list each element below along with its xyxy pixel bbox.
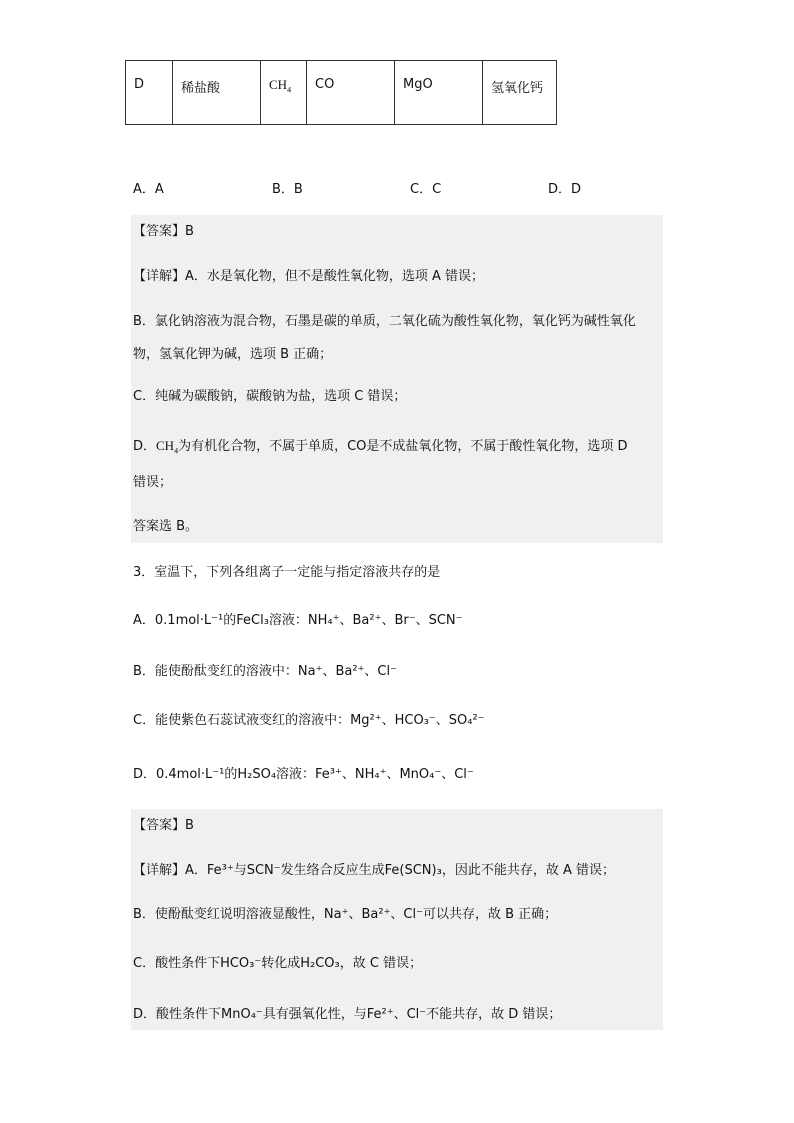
q3-option-a: A．0.1mol·L⁻¹的FeCl₃溶液：NH₄⁺、Ba²⁺、Br⁻、SCN⁻ (133, 613, 463, 628)
q2-answer: 【答案】B (133, 224, 194, 239)
q3-option-b: B．能使酚酞变红的溶液中：Na⁺、Ba²⁺、Cl⁻ (133, 664, 397, 679)
q2-detail-d-end: 错误； (133, 475, 173, 490)
options-table (125, 60, 557, 125)
q2-detail-a: 【详解】A．水是氧化物，但不是酸性氧化物，选项 A 错误； (133, 269, 485, 284)
q2-detail-c: C．纯碱为碳酸钠，碳酸钠为盐，选项 C 错误； (133, 389, 407, 404)
q3-option-d: D．0.4mol·L⁻¹的H₂SO₄溶液：Fe³⁺、NH₄⁺、MnO₄⁻、Cl⁻ (133, 767, 474, 782)
q2-detail-d-formula: CH (156, 438, 175, 453)
table-cell-subscript: 4 (287, 85, 292, 95)
choice-d: D．D (548, 182, 582, 197)
table-cell: CO (307, 61, 395, 125)
table-cell: 稀盐酸 (173, 61, 261, 125)
q2-conclusion: 答案选 B。 (133, 519, 199, 534)
table-cell-formula: CH (269, 77, 288, 92)
q2-detail-d-text: 为有机化合物，不属于单质，CO是不成盐氧化物，不属于酸性氧化物，选项 D (178, 439, 628, 454)
q2-answer-block (131, 215, 663, 543)
q2-detail-b: B．氯化钠溶液为混合物，石墨是碳的单质，二氧化硫为酸性氧化物，氧化钙为碱性氧化物，氢氧化钾为碱，选项 B 正确； (133, 314, 636, 362)
choice-b: B．B (272, 182, 303, 197)
q3-answer: 【答案】B (133, 818, 194, 833)
q2-detail-d-subscript: 4 (174, 446, 179, 456)
choice-a: A．A (133, 182, 164, 197)
table-cell: D (126, 61, 173, 125)
table-cell (261, 61, 307, 125)
q3-stem: 3．室温下，下列各组离子一定能与指定溶液共存的是 (133, 565, 441, 580)
table-cell: MgO (395, 61, 483, 125)
table-cell: 氢氧化钙 (483, 61, 557, 125)
q2-detail-d (133, 437, 628, 456)
q3-option-c: C．能使紫色石蕊试液变红的溶液中：Mg²⁺、HCO₃⁻、SO₄²⁻ (133, 713, 485, 728)
q3-detail-c: C．酸性条件下HCO₃⁻转化成H₂CO₃，故 C 错误； (133, 956, 423, 971)
q3-detail-d: D．酸性条件下MnO₄⁻具有强氧化性，与Fe²⁺、Cl⁻不能共存，故 D 错误； (133, 1007, 562, 1022)
q3-detail-a: 【详解】A．Fe³⁺与SCN⁻发生络合反应生成Fe(SCN)₃，因此不能共存，故 A 错误； (133, 863, 615, 878)
q3-detail-b: B．使酚酞变红说明溶液显酸性，Na⁺、Ba²⁺、Cl⁻可以共存，故 B 正确； (133, 907, 558, 922)
table-row (126, 61, 557, 125)
choice-c: C．C (410, 182, 442, 197)
q2-detail-d-prefix: D． (133, 439, 157, 454)
